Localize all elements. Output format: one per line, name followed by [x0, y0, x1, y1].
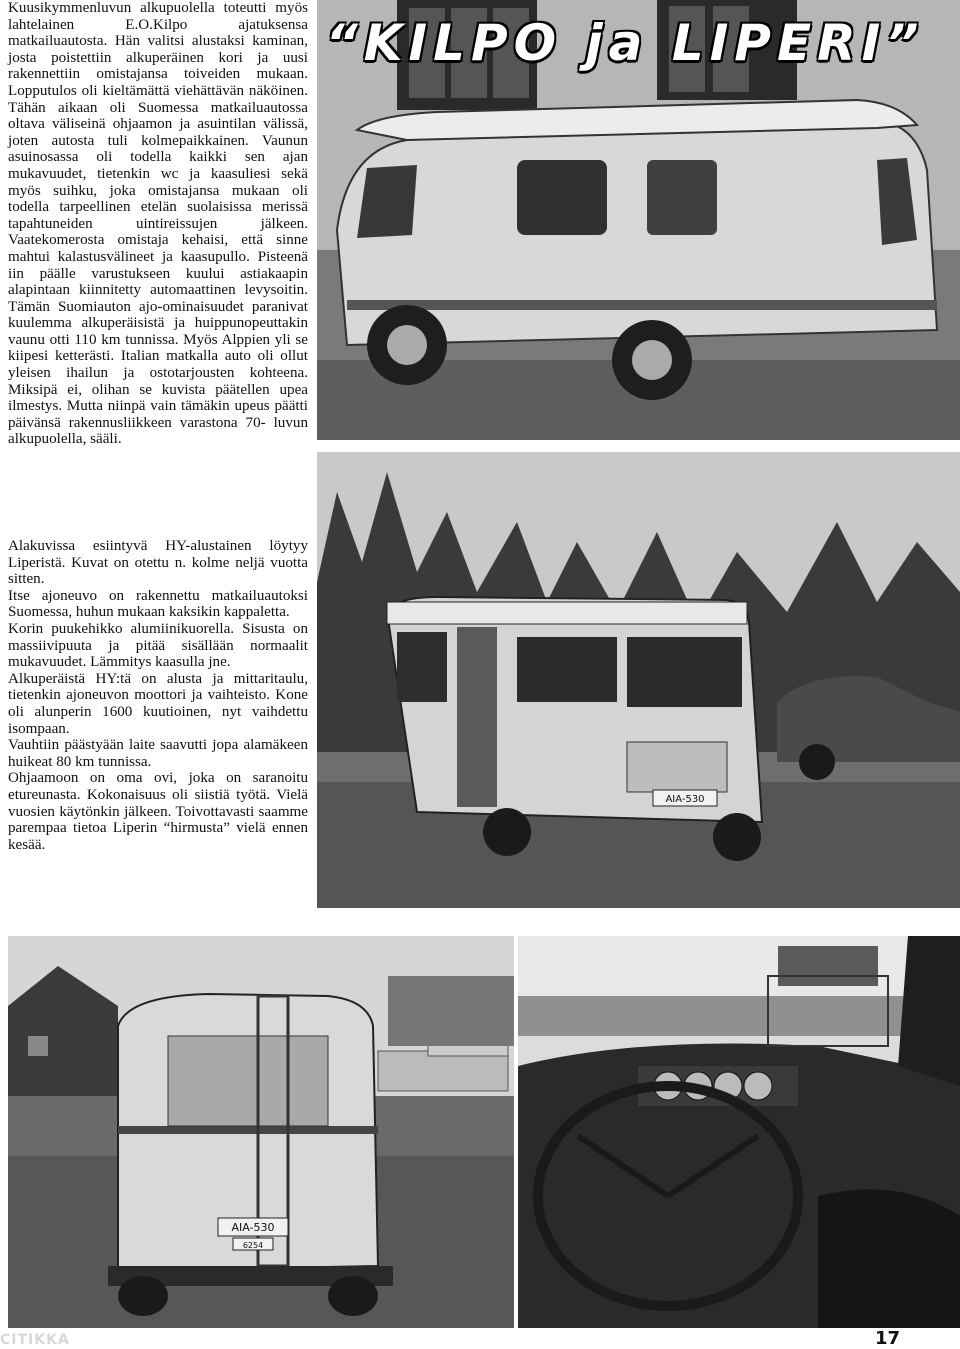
photo-hy-van-rear [8, 936, 514, 1328]
caption-paragraph: Alakuvissa esiintyvä HY-alustainen löytyy Liperistä. Kuvat on otettu n. kolme neljä vuotta sitten. [8, 538, 308, 588]
van-rear-plate: AIA-530 [231, 1221, 275, 1234]
article-body [8, 0, 308, 448]
caption-paragraph: Itse ajoneuvo on rakennettu matkailuautoksi Suomessa, huhun mukaan kaksikin kappaletta. [8, 587, 308, 621]
magazine-name: CITIKKA [0, 1332, 70, 1348]
photo-hy-van-front [317, 452, 960, 908]
van-rear-small-plate: 6254 [242, 1241, 264, 1250]
van-front-plate: AIA-530 [665, 794, 705, 805]
photo-caption [8, 538, 308, 853]
caption-paragraph: Ohjaamoon on oma ovi, joka on saranoitu etureunasta. Kokonaisuus oli siistiä työtä. Vielä vuosien käytönkin jälkeen. Toivottavasti saamme parempaa tietoa Liperin “hirmusta” vielä ennen kesää. [8, 770, 308, 853]
page-number: 17 [874, 1328, 900, 1349]
caption-paragraph: Vauhtiin päästyään laite saavutti jopa alamäkeen huikeat 80 km tunnissa. [8, 737, 308, 770]
caption-paragraph: Alkuperäistä HY:tä on alusta ja mittaritaulu, tietenkin ajoneuvon moottori ja vaihteisto. Kone oli alunperin 1600 kuutioinen, nyt vaihdettu isompaan. [8, 670, 308, 737]
article-title: “KILPO ja LIPERI” [325, 14, 925, 72]
photo-hy-van-dashboard [518, 936, 960, 1328]
article-paragraph: Kuusikymmenluvun alkupuolella toteutti myös lahtelainen E.O.Kilpo ajatuksensa matkailuautosta. Hän valitsi alustaksi kaminan, josta poistettiin alkuperäinen kori ja uusi rakennettiin omistajansa toiveiden mukaan. Lopputulos oli kieltämättä viehättävän näköinen. Tähän aikaan oli Suomessa matkailuautossa oltava väliseinä ohjaamon ja asuintilan välissä, joten autosta tuli kolmepaikkainen. Vaunun asuinosassa oli todella kaikki sen ajan mukavuudet, tietenkin wc ja kaasuliesi sekä myös suihku, joka omistajansa mukaan oli todella tarpeellinen etelän suolaisissa merissä tapahtuneiden uintireissujen jälkeen. Vaatekomerosta omistaja kehaisi, että sinne mahtui kalastusvälineet ja kaasupullo. Pisteenä iin päälle varustukseen kuului astiakaapin alapintaan kiinnitetty automaattinen levysoitin. Tämän Suomiauton ajo-ominaisuudet paranivat kuulemma alkuperäisistä ja huippunopeuttakin vaunu otti 110 km tunnissa. Myös Alppien yli se kiipesi ketterästi. Italian matkalla auto oli ollut yleisen ihailun ja ostotarjousten kohteena. Miksipä ei, olihan se kuvista päätellen upea ilmestys. Mutta niinpä vain tämäkin upeus päätti päivänsä rakennusliikkeen varastona 70- luvun alkupuolella, sääli. [8, 0, 308, 448]
caption-paragraph: Korin puukehikko alumiinikuorella. Sisusta on massiivipuuta ja pitää sisällään normaalit mukavuudet. Lämmitys kaasulla jne. [8, 620, 308, 671]
